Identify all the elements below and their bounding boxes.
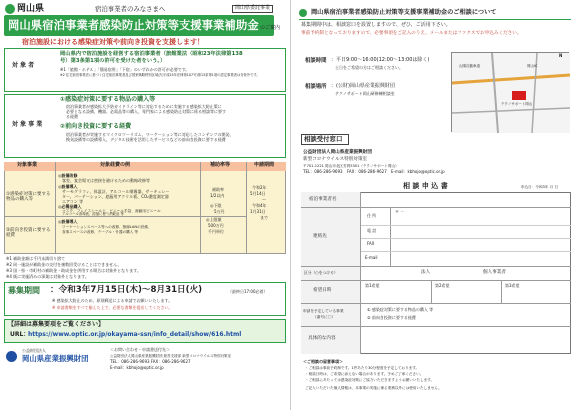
intro-line1: 募集期間中は、相談窓口を設置しますので、ぜひ、ご活用下さい。: [301, 22, 451, 28]
form-row-line: [301, 207, 571, 208]
intro-line2: 事前予約制となっておりますので、必要事項をご記入のうえ、メールまたはファクスでお申込みください。: [301, 31, 522, 36]
project-item2-text1: 宿泊事業者が実施するマイクロツーリズム、ワーケーション等に対応したコンテンツの開発、: [66, 132, 234, 137]
project-item2-text2: 換気設備等の設備導入、デジタル技術を活用したサービスなどの前向き投資に要する経費: [66, 137, 226, 142]
form-contact-label: 連絡先: [313, 234, 327, 239]
target-line1: 岡山県内で宿泊施設を経営する宿泊事業者（旅館業法（昭和23年法律第138: [60, 51, 243, 57]
table-row2-ex3: 食事スペースの改修、テーブル・什器の購入 等: [62, 230, 139, 234]
table-row1-ex8: マスク、フェイスシールド、ビニール手袋、遮蔽用ビニール: [62, 209, 161, 213]
period-note2: ※ 申請書類をすべて揃えた上で、必要な書類を提出してください。: [52, 305, 173, 310]
table-period2: 5月14日: [250, 191, 266, 196]
table-rate5: ◎上限額: [206, 217, 222, 222]
form-tel-label: 電 話: [367, 228, 377, 233]
desk-fax: FAX：086-286-9627: [347, 169, 387, 174]
form-option-2[interactable]: ② 前向き投資に要する経費: [367, 315, 416, 320]
table-row1-ex1: ◎設備改修: [58, 173, 78, 178]
table-rate7: 千円単位: [208, 229, 224, 234]
table-rate3: ◎下限: [210, 203, 222, 208]
note-1: ※1 補助金額は千円未満切り捨て: [6, 256, 66, 261]
table-row1-ex6: エアコン 等: [62, 199, 84, 204]
desk-org: 公益財団法人岡山県産業振興財団: [303, 150, 372, 155]
footer-tel: TEL：086-286-9693 FAX：086-286-9627: [110, 359, 191, 364]
tel-input[interactable]: [392, 226, 570, 238]
table-row1-project: ①感染症対策に要する物品の購入等: [6, 192, 51, 203]
form-fax-label: FAX: [367, 241, 375, 246]
org-name: 岡山県産業振興財団: [22, 354, 89, 363]
table-period5: 1月31日: [250, 209, 266, 214]
form-apply-type-label2: （番号に〇）: [313, 315, 336, 319]
company-name-input[interactable]: [362, 193, 570, 207]
form-apply-type-label: 申請を予定している事業: [303, 309, 344, 313]
form-privacy-note: ご記入いただいた個人情報は、本事業の実施に係る業務以外には使用いたしません。: [305, 386, 442, 390]
period-value: ：令和3年7月15日(木)〜8月31日(火): [50, 285, 203, 295]
form-notes-line3: ・ご相談にあたっては感染症対策にご協力いただきますようお願いいたします。: [305, 378, 435, 382]
table-rate4: 5万円: [214, 209, 225, 214]
table-period1: 令和2年: [252, 185, 267, 190]
form-choice1[interactable]: 第1希望: [365, 283, 380, 288]
project-label: 対 象 事 業: [12, 121, 43, 128]
target-note2: ※2 住宅宿泊事業法に基づく住宅宿泊事業者及び国家戦略特別区域法(平成25年法律第107号)第13条第1項の認定事業者は対象外です。: [60, 73, 260, 77]
consult-time-value: ：平日9:00〜16:00(12:00〜13:00は除く): [331, 57, 430, 63]
map-north-label: N: [559, 53, 563, 58]
consult-time-label: 相談時間: [305, 58, 327, 64]
table-rate6: 500万円: [208, 223, 224, 228]
form-row-line: [301, 280, 571, 281]
form-choice-divider: [431, 281, 432, 303]
pref-name: 岡山県: [17, 4, 45, 14]
desk-title: 相談受付窓口: [304, 135, 343, 143]
period-label: 募集期間: [8, 286, 40, 295]
title-underline: [299, 19, 571, 20]
map-site-label: テクノサポート岡山: [501, 102, 533, 106]
form-notes-line2: ・相談日時は、ご希望に添えない場合があります。予めご了承ください。: [305, 372, 424, 376]
form-choice2[interactable]: 第2希望: [435, 283, 450, 288]
form-row-line: [301, 266, 571, 267]
table-row2-project: ②前向き投資に要する経費: [6, 228, 51, 239]
okayama-pref-logo-icon: [5, 4, 15, 14]
form-date: 申込日：令和3年 月 日: [521, 185, 558, 189]
target-label: 対 象 者: [12, 62, 35, 69]
note-3: ※3 国・県・市町村の補助金・助成金を併用する場合は対象外となります。: [6, 268, 141, 273]
table-header-row: [4, 162, 286, 171]
tagline: 宿泊事業者のみなさまへ: [95, 5, 166, 13]
address-input[interactable]: [392, 209, 570, 224]
table-row1-ex9: アルコール消毒液、清掃に使う消耗品 等: [62, 212, 124, 216]
org-small: 公益財団法人: [22, 348, 46, 353]
form-zip: 〒 －: [395, 209, 405, 214]
table-header-examples: 対象経費の例: [100, 162, 131, 168]
note-2: ※2 同一施設が補助金の交付を複数回受けることはできません。: [6, 262, 122, 267]
fax-input[interactable]: [392, 239, 570, 251]
email-input[interactable]: [392, 252, 570, 265]
table-row1-ex3: ◎設備導入: [58, 184, 78, 189]
consult-page-title: 岡山県宿泊事業者感染防止対策等支援事業補助金のご相談について: [311, 9, 497, 16]
form-title: 相 談 申 込 書: [403, 182, 448, 190]
form-cat-corporate[interactable]: 法人: [421, 270, 431, 275]
page-title-suffix: のご案内: [260, 25, 281, 31]
period-suffix: （最終日17:00必着）: [228, 289, 268, 294]
table-rate2: 1/2以内: [210, 193, 225, 198]
table-row2-ex1: ◎設備導入: [58, 219, 78, 224]
desk-dept: 新型コロナウイルス特別対策室: [303, 157, 368, 162]
commission-badge: 岡山県委託事業: [232, 5, 273, 13]
page-title: 岡山県宿泊事業者感染防止対策等支援事業補助金: [8, 18, 259, 32]
consult-place-value: ：(公財)岡山県産業振興財団: [331, 83, 395, 89]
consult-time-note: 土日をご希望の方はご相談ください。: [335, 65, 403, 70]
details-heading: 【詳細は募集要項をご覧ください】: [8, 321, 105, 328]
map-ic-label: 岡山IC: [527, 64, 538, 68]
subtitle: 宿泊施設における感染症対策や前向き投資を支援します！: [22, 38, 204, 46]
details-url-link[interactable]: https://www.optic.or.jp/okayama-ssn/info_detail/show/616.html: [28, 331, 242, 338]
desk-tel: TEL：086-286-9693: [303, 169, 343, 174]
footer-contact1: ＜お問い合わせ・申請書送付先＞: [110, 347, 170, 352]
table-header-rate: 補助率等: [210, 162, 231, 168]
form-notes-head: ＜ご相談の留意事項＞: [303, 359, 343, 364]
expense-table: [4, 162, 286, 254]
form-date-req-label: 希望日時: [313, 288, 332, 293]
project-item1-text1: 宿泊事業者が感染拡大予防ガイドライン等に対応するために実施する感染拡大防止策に: [66, 104, 222, 109]
form-notes-line1: ・ご相談は事前予約制です。1件あたり30分程度を予定しております。: [305, 366, 420, 370]
pref-logo-icon: [299, 9, 307, 17]
table-row1-ex4: サーモグラフィ、体温計、アルコール噴霧器、サーキュレー: [62, 189, 170, 194]
consult-place-sub: テクノサポート岡山研修棟相談室: [335, 91, 395, 96]
note-4: ※4 既に実施済みの事業は対象外となります。: [6, 274, 89, 279]
table-period3: 〜: [262, 197, 266, 202]
form-choice-divider: [501, 281, 502, 303]
project-item1-text2: 必要となる設備、機器、必需品等の購入、専門家による感染防止対策に係る相談等に要す: [66, 109, 226, 114]
project-item2-title: ②前向き投資に要する経費: [60, 123, 132, 130]
target-line2: 号）第3条第1項の許可を受けた者をいう。）: [60, 58, 166, 64]
table-header-project: 対象事業: [17, 162, 38, 168]
form-row-line: [301, 303, 571, 304]
table-period4: 令和4年: [252, 203, 267, 208]
consultation-page: [291, 0, 580, 410]
period-note1: ※ 感染拡大防止のため、原則郵送による申請でお願いいたします。: [52, 298, 173, 303]
details-url-label: URL：: [10, 331, 30, 338]
form-content-label: 具体的な内容: [308, 336, 336, 341]
form-category-label: 区分（○をつける）: [304, 270, 338, 275]
consult-place-label: 相談場所: [305, 84, 327, 90]
form-cat-individual[interactable]: 個人事業者: [483, 270, 506, 275]
footer-email: E-mail：kbhojo@optic.or.jp: [110, 365, 164, 370]
table-header-period: 申請期間: [254, 162, 275, 168]
desk-addr: 〒701-1221 岡山市北区芳賀5301（テクノサポート岡山）: [303, 164, 399, 168]
table-period6: まで: [260, 215, 268, 220]
form-address-label: 住 所: [367, 213, 377, 218]
org-logo-icon: [6, 351, 17, 362]
table-rate1: 補助率: [212, 187, 224, 192]
footer-contact2: 公益財団法人岡山県産業振興財団 経営支援部 新型コロナウイルス特別対策室: [110, 354, 232, 358]
table-row1-ex2: 客室、宴会場又は密接を避けるための動線改修等: [62, 178, 150, 183]
map-road-label: 山陽自動車道: [459, 64, 480, 68]
project-item1-text3: る経費: [66, 114, 78, 119]
target-note1: ※1「旅館・ホテル」「簡易宿所」「下宿」のいずれかの許可が必要です。: [60, 67, 190, 72]
project-item1-title: ①感染症対策に要する物品の購入等: [60, 96, 156, 103]
table-col-divider: [55, 162, 56, 254]
form-email-label: E-mail: [365, 255, 378, 260]
table-col-divider: [200, 162, 201, 254]
table-row1-ex5: ター、パーテーション、遮蔽用アクリル板、CO₂濃度測定器: [62, 194, 169, 199]
form-choice3[interactable]: 第3希望: [505, 283, 520, 288]
table-row2-ex2: ワーケーションスペース等への改修、無線LANの設備、: [62, 225, 152, 229]
form-option-1[interactable]: ① 感染症対策に要する物品の購入 等: [367, 307, 434, 312]
table-row1-ex7: ◎必需品購入: [58, 204, 82, 209]
desk-email: E-mail：kbhojo@optic.or.jp: [391, 169, 445, 174]
content-textarea[interactable]: [362, 327, 570, 353]
table-col-divider: [246, 162, 247, 254]
form-company-label: 宿泊事業者名: [309, 197, 337, 202]
